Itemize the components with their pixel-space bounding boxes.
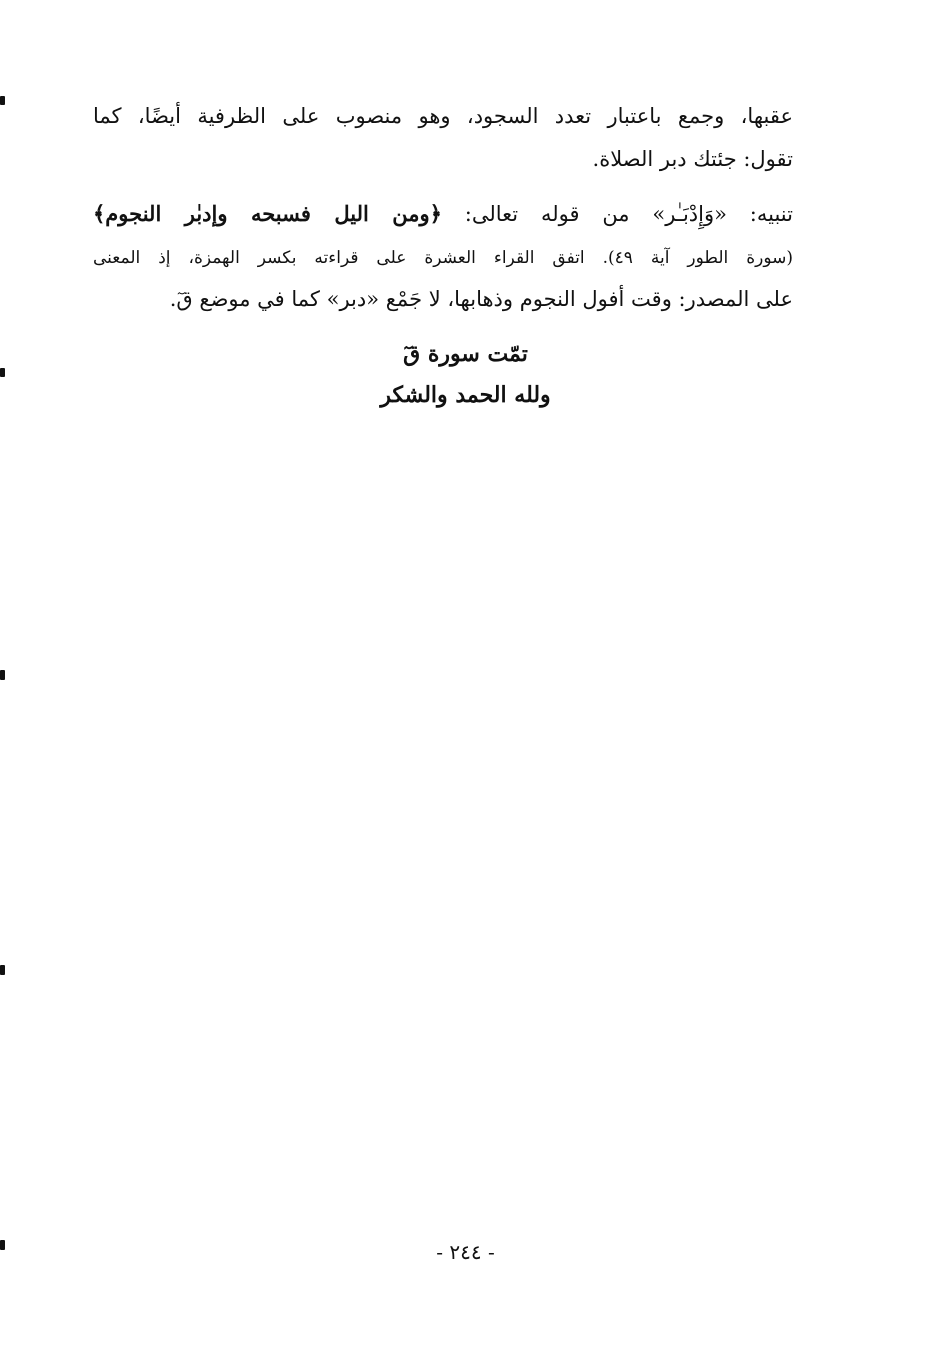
note-line-2: (سورة الطور آية ٤٩). اتفق القراء العشرة على قراءته بكسر الهمزة، إذ المعنى [93,248,793,268]
scan-edge-mark [0,670,5,680]
surah-end-line: تمّت سورة قٓ [403,341,528,367]
scan-edge-mark [0,1240,5,1250]
praise-line: ولله الحمد والشكر [380,382,551,408]
note-line-1 [93,199,793,229]
page-number: - ٢٤٤ - [436,1240,495,1264]
note-label: تنبيه: «وَإِدْبَـٰر» من قوله تعالى: [464,202,793,226]
scan-edge-mark [0,96,5,105]
note-line-3: على المصدر: وقت أفول النجوم وذهابها، لا جَمْع «دبر» كما في موضع قٓ. [169,287,793,311]
scan-edge-mark [0,965,5,975]
scan-edge-mark [0,368,5,377]
paragraph-line-1: عقبها، وجمع باعتبار تعدد السجود، وهو منصوب على الظرفية أيضًا، كما [93,104,793,128]
paragraph-line-2: تقول: جئتك دبر الصلاة. [592,147,793,171]
quran-verse: ﴿ومن اليل فسبحه وإدبٰر النجوم﴾ [93,201,442,226]
